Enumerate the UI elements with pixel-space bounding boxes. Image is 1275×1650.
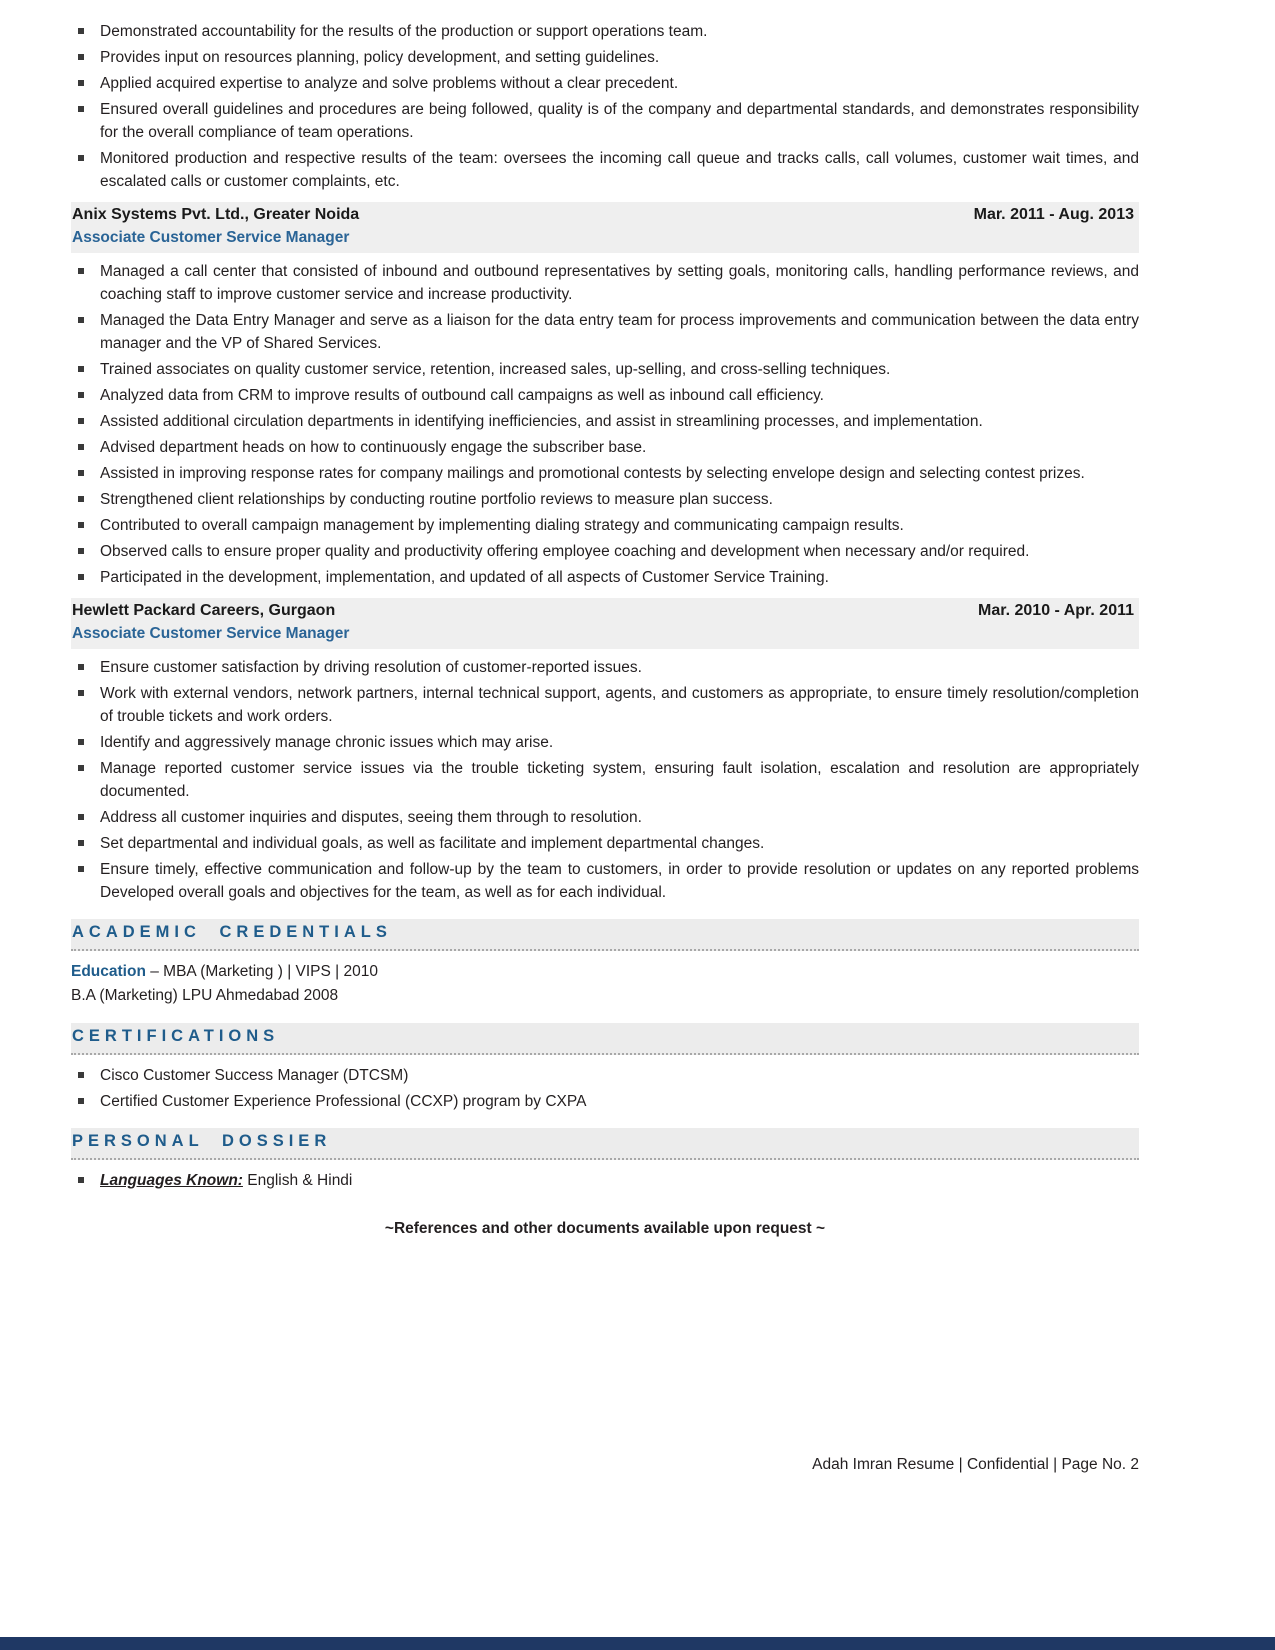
bullet-item [71, 147, 1139, 193]
bullet-text: Observed calls to ensure proper quality and productivity offering employee coaching and development when necessary and/or required. [100, 543, 1030, 560]
closing-note: ~References and other documents available upon request ~ [384, 1220, 826, 1237]
intro-bullet-list [71, 20, 1139, 193]
company-name: Anix Systems Pvt. Ltd., Greater Noida [72, 206, 360, 223]
certifications-list [71, 1064, 1139, 1113]
bullet-item [71, 46, 1139, 69]
bullet-item [71, 488, 1139, 511]
bullet-text: Advised department heads on how to continuously engage the subscriber base. [100, 439, 647, 456]
education-line-1 [71, 960, 1139, 984]
bullet-text: Ensured overall guidelines and procedures are being followed, quality is of the company and departmental standards, and demonstrates responsibility for the overall compliance of team operations. [100, 101, 1139, 141]
bullet-icon [78, 28, 84, 34]
bullet-icon [78, 106, 84, 112]
bullet-icon [78, 765, 84, 771]
bullet-icon [78, 496, 84, 502]
bullet-text: Ensure timely, effective communication and follow-up by the team to customers, in order to provide resolution or updates on any reported problems Developed overall goals and objectives for the team, as well as for each individual. [100, 861, 1139, 901]
education-detail: – MBA (Marketing ) | VIPS | 2010 [150, 963, 378, 980]
bullet-item [71, 436, 1139, 459]
bullet-icon [78, 155, 84, 161]
bullet-icon [78, 268, 84, 274]
bullet-icon [78, 317, 84, 323]
bullet-text: Contributed to overall campaign management by implementing dialing strategy and communicating campaign results. [100, 517, 904, 534]
education-label: Education [71, 963, 146, 980]
bullet-item [71, 540, 1139, 563]
job-hp-bullet-list [71, 656, 1139, 904]
bullet-text: Managed the Data Entry Manager and serve as a liaison for the data entry team for process improvements and communication between the data entry manager and the VP of Shared Services. [100, 312, 1139, 352]
bullet-item [71, 682, 1139, 728]
resume-content [71, 20, 1139, 1238]
bullet-text: Demonstrated accountability for the results of the production or support operations team. [100, 23, 708, 40]
bullet-item [71, 358, 1139, 381]
bullet-item [71, 309, 1139, 355]
bullet-text: Analyzed data from CRM to improve results of outbound call campaigns as well as inbound call efficiency. [100, 387, 824, 404]
bullet-text: Ensure customer satisfaction by driving resolution of customer-reported issues. [100, 659, 642, 676]
job-title: Associate Customer Service Manager [72, 229, 350, 246]
bullet-text: Trained associates on quality customer service, retention, increased sales, up-selling, and cross-selling techniques. [100, 361, 891, 378]
education-line-2: B.A (Marketing) LPU Ahmedabad 2008 [71, 987, 339, 1004]
bullet-icon [78, 866, 84, 872]
bullet-item [71, 462, 1139, 485]
job-header-hp [71, 598, 1139, 649]
bullet-icon [78, 392, 84, 398]
page-footer: Adah Imran Resume | Confidential | Page No. 2 [812, 1456, 1139, 1473]
section-bar-personal-dossier [71, 1128, 1139, 1160]
section-heading-personal-dossier: PERSONAL DOSSIER [72, 1132, 332, 1150]
bullet-item [71, 72, 1139, 95]
bullet-item [71, 384, 1139, 407]
job-header-anix [71, 202, 1139, 253]
bullet-icon [78, 840, 84, 846]
bullet-item [71, 260, 1139, 306]
bullet-text: Monitored production and respective results of the team: oversees the incoming call queue and tracks calls, call volumes, customer wait times, and escalated calls or customer complaints, etc. [100, 150, 1139, 190]
bullet-item [71, 656, 1139, 679]
bullet-icon [78, 548, 84, 554]
bullet-item [71, 566, 1139, 589]
certification-text: Cisco Customer Success Manager (DTCSM) [100, 1067, 409, 1084]
bullet-icon [78, 444, 84, 450]
bullet-item [71, 98, 1139, 144]
bullet-text: Strengthened client relationships by conducting routine portfolio reviews to measure plan success. [100, 491, 773, 508]
bullet-icon [78, 814, 84, 820]
certification-item [71, 1064, 1139, 1087]
bullet-text: Provides input on resources planning, policy development, and setting guidelines. [100, 49, 660, 66]
bottom-accent-bar [0, 1637, 1275, 1650]
employment-dates: Mar. 2011 - Aug. 2013 [973, 206, 1134, 223]
bullet-icon [78, 418, 84, 424]
bullet-text: Managed a call center that consisted of inbound and outbound representatives by setting goals, monitoring calls, handling performance reviews, and coaching staff to improve customer service and increase productivity. [100, 263, 1139, 303]
bullet-item [71, 731, 1139, 754]
bullet-icon [78, 574, 84, 580]
bullet-item [71, 806, 1139, 829]
bullet-item [71, 858, 1139, 904]
bullet-text: Address all customer inquiries and disputes, seeing them through to resolution. [100, 809, 642, 826]
languages-known-item [71, 1169, 1139, 1192]
section-bar-academic [71, 919, 1139, 951]
bullet-icon [78, 54, 84, 60]
bullet-item [71, 514, 1139, 537]
bullet-text: Assisted in improving response rates for company mailings and promotional contests by selecting envelope design and selecting contest prizes. [100, 465, 1085, 482]
bullet-text: Work with external vendors, network partners, internal technical support, agents, and customers as appropriate, to ensure timely resolution/completion of trouble tickets and work orders. [100, 685, 1139, 725]
section-bar-certifications [71, 1023, 1139, 1055]
bullet-item [71, 832, 1139, 855]
bullet-text: Identify and aggressively manage chronic issues which may arise. [100, 734, 554, 751]
job-anix-bullet-list [71, 260, 1139, 589]
bullet-text: Assisted additional circulation departments in identifying inefficiencies, and assist in streamlining processes, and implementation. [100, 413, 983, 430]
bullet-item [71, 20, 1139, 43]
bullet-icon [78, 366, 84, 372]
job-header-row [72, 602, 1134, 620]
certification-text: Certified Customer Experience Professional (CCXP) program by CXPA [100, 1093, 587, 1110]
job-title: Associate Customer Service Manager [72, 625, 350, 642]
job-header-row [72, 206, 1134, 224]
bullet-text: Set departmental and individual goals, as well as facilitate and implement departmental changes. [100, 835, 765, 852]
bullet-icon [78, 1098, 84, 1104]
bullet-text: Applied acquired expertise to analyze and solve problems without a clear precedent. [100, 75, 679, 92]
bullet-icon [78, 690, 84, 696]
bullet-text: Manage reported customer service issues via the trouble ticketing system, ensuring fault isolation, escalation and resolution are appropriately documented. [100, 760, 1139, 800]
bullet-icon [78, 1072, 84, 1078]
bullet-icon [78, 80, 84, 86]
certification-item [71, 1090, 1139, 1113]
bullet-text: Participated in the development, implementation, and updated of all aspects of Customer Service Training. [100, 569, 829, 586]
bullet-icon [78, 522, 84, 528]
languages-known-label: Languages Known: [100, 1172, 243, 1189]
section-heading-academic-credentials: ACADEMIC CREDENTIALS [72, 923, 392, 941]
company-name: Hewlett Packard Careers, Gurgaon [72, 602, 336, 619]
bullet-icon [78, 470, 84, 476]
section-heading-certifications: CERTIFICATIONS [72, 1027, 280, 1045]
employment-dates: Mar. 2010 - Apr. 2011 [978, 602, 1134, 619]
bullet-icon [78, 664, 84, 670]
personal-dossier-list [71, 1169, 1139, 1192]
languages-known-value: English & Hindi [247, 1172, 353, 1189]
bullet-item [71, 757, 1139, 803]
bullet-icon [78, 739, 84, 745]
bullet-item [71, 410, 1139, 433]
bullet-icon [78, 1177, 84, 1183]
